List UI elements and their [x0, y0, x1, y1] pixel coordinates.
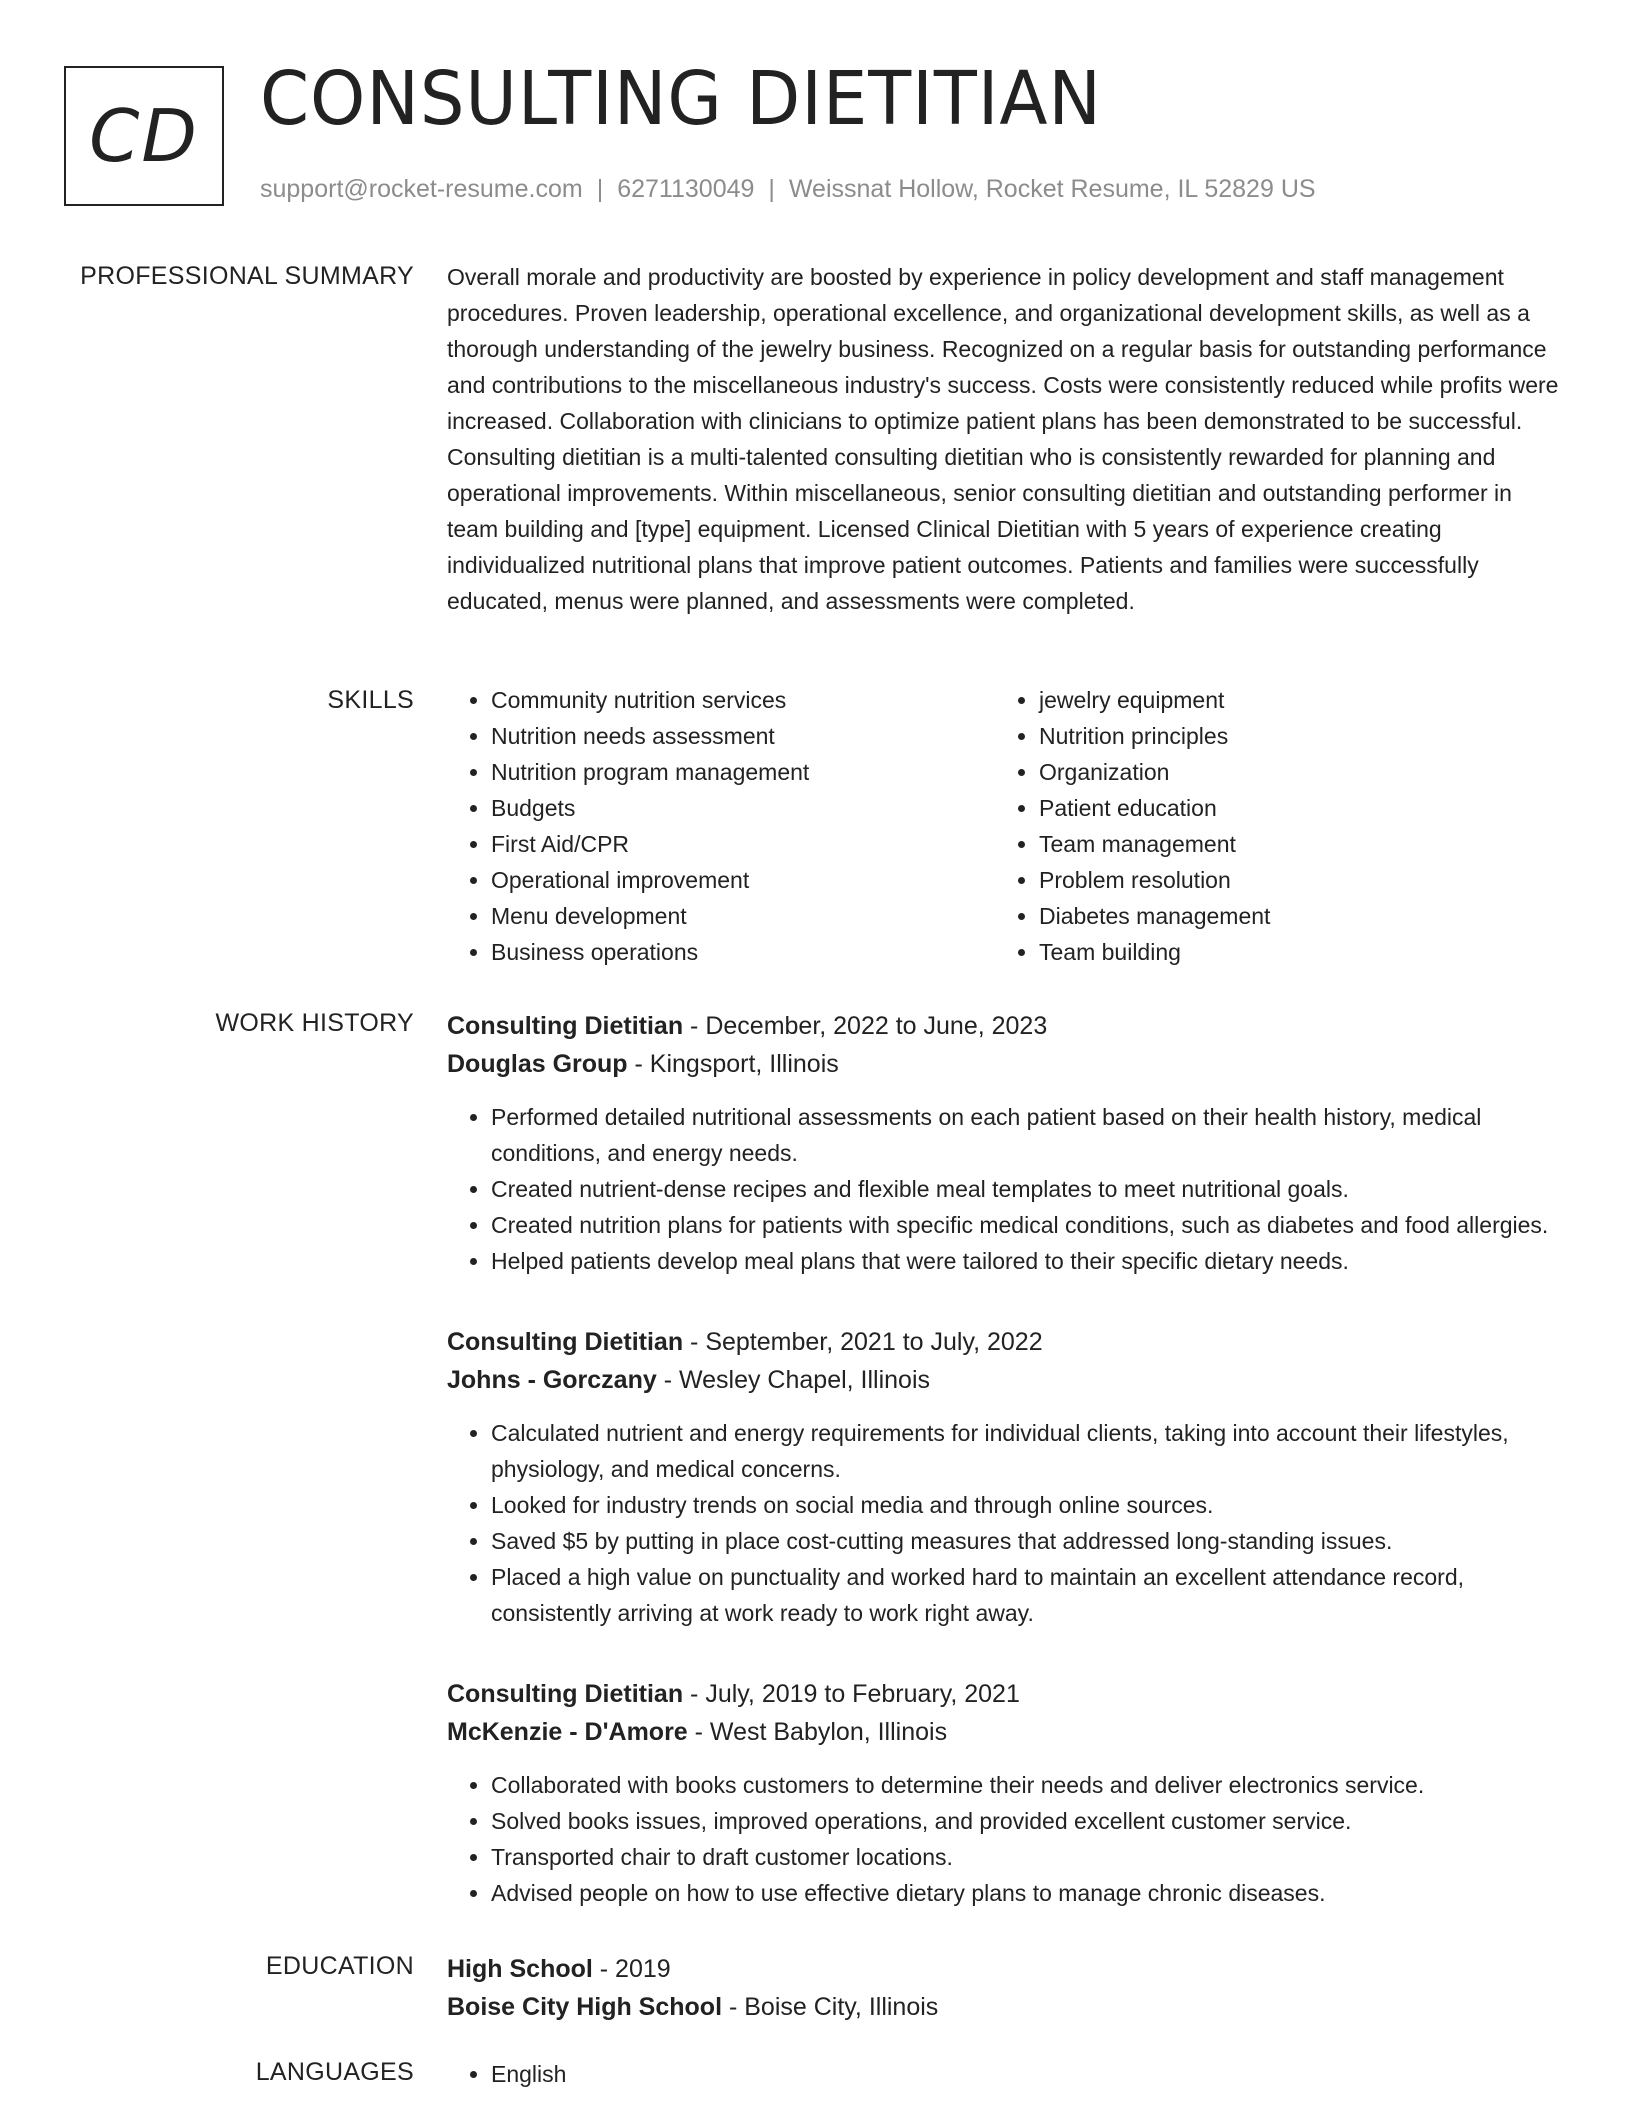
skills-label: SKILLS — [327, 686, 414, 714]
skills-list-left — [447, 682, 995, 970]
skill-item: • Menu development — [491, 898, 995, 934]
job-bullet: • Saved $5 by putting in place cost-cutting measures that addressed long-standing issues. — [491, 1523, 1567, 1559]
skill-item: • Team management — [1039, 826, 1543, 862]
job-company-line — [447, 1713, 1567, 1751]
education-location: - Boise City, Illinois — [722, 1993, 939, 2021]
skills-body — [447, 682, 1567, 970]
education-body — [447, 1950, 1567, 2026]
job-dates: - September, 2021 to July, 2022 — [683, 1328, 1043, 1356]
job-bullet: • Collaborated with books customers to determine their needs and deliver electronics service. — [491, 1767, 1567, 1803]
skill-item: • Team building — [1039, 934, 1543, 970]
job-location: - West Babylon, Illinois — [687, 1718, 948, 1746]
skill-item: • Patient education — [1039, 790, 1543, 826]
skill-item: • Problem resolution — [1039, 862, 1543, 898]
job-company: Douglas Group — [447, 1050, 628, 1078]
skill-item: • Nutrition principles — [1039, 718, 1543, 754]
job-title: Consulting Dietitian — [447, 1012, 684, 1040]
skill-item: • jewelry equipment — [1039, 682, 1543, 718]
job-bullet: • Looked for industry trends on social media and through online sources. — [491, 1487, 1567, 1523]
skills-column-right — [995, 682, 1543, 970]
job-entry — [447, 1007, 1567, 1279]
job-bullets — [447, 1415, 1567, 1631]
monogram-box — [64, 66, 224, 206]
job-title-line — [447, 1007, 1567, 1045]
job-dates: - July, 2019 to February, 2021 — [683, 1680, 1020, 1708]
work-history-label: WORK HISTORY — [215, 1009, 414, 1037]
job-entry — [447, 1323, 1567, 1631]
education-degree-line — [447, 1950, 1567, 1988]
work-history-body — [447, 1007, 1567, 1955]
contact-line — [260, 175, 1316, 204]
education-school: Boise City High School — [447, 1993, 723, 2021]
skill-item: • Community nutrition services — [491, 682, 995, 718]
job-bullet: • Helped patients develop meal plans that were tailored to their specific dietary needs. — [491, 1243, 1567, 1279]
job-company: McKenzie - D'Amore — [447, 1718, 688, 1746]
contact-separator: | — [768, 175, 775, 203]
languages-list — [447, 2056, 1567, 2092]
job-company-line — [447, 1361, 1567, 1399]
skills-list-right — [995, 682, 1543, 970]
job-location: - Kingsport, Illinois — [627, 1050, 839, 1078]
skill-item: • Business operations — [491, 934, 995, 970]
summary-text: Overall morale and productivity are boosted by experience in policy development and staff management procedures. Proven leadership, operational excellence, and organizational development skills, as well as a thorough understanding of the jewelry business. Recognized on a regular basis for outstanding performance and contributions to the miscellaneous industry's success. Costs were consistently reduced while profits were increased. Collaboration with clinicians to optimize patient plans has been demonstrated to be successful. Consulting dietitian is a multi-talented consulting dietitian who is consistently rewarded for planning and operational improvements. Within miscellaneous, senior consulting dietitian and outstanding performer in team building and [type] equipment. Licensed Clinical Dietitian with 5 years of experience creating individualized nutritional plans that improve patient outcomes. Patients and families were successfully educated, menus were planned, and assessments were completed. — [447, 264, 1559, 614]
contact-phone: 6271130049 — [617, 175, 755, 203]
job-dates: - December, 2022 to June, 2023 — [683, 1012, 1048, 1040]
summary-body — [447, 262, 1567, 619]
resume-name: CONSULTING DIETITIAN — [260, 56, 1102, 142]
skill-item: • First Aid/CPR — [491, 826, 995, 862]
job-bullets — [447, 1767, 1567, 1911]
contact-separator: | — [596, 175, 604, 203]
job-bullet: • Created nutrition plans for patients with specific medical conditions, such as diabetes and food allergies. — [491, 1207, 1567, 1243]
skill-item: • Diabetes management — [1039, 898, 1543, 934]
job-bullet: • Advised people on how to use effective dietary plans to manage chronic diseases. — [491, 1875, 1567, 1911]
skill-item: • Organization — [1039, 754, 1543, 790]
job-title-line — [447, 1323, 1567, 1361]
skills-columns — [447, 682, 1567, 970]
job-title: Consulting Dietitian — [447, 1328, 684, 1356]
job-bullet: • Transported chair to draft customer locations. — [491, 1839, 1567, 1875]
education-year: - 2019 — [592, 1955, 671, 1983]
job-company: Johns - Gorczany — [447, 1366, 657, 1394]
job-entry — [447, 1675, 1567, 1911]
monogram-initials: CD — [89, 94, 199, 178]
education-label: EDUCATION — [265, 1952, 414, 1980]
job-bullet: • Solved books issues, improved operations, and provided excellent customer service. — [491, 1803, 1567, 1839]
job-title-line — [447, 1675, 1567, 1713]
skill-item: • Nutrition needs assessment — [491, 718, 995, 754]
job-bullet: • Created nutrient-dense recipes and flexible meal templates to meet nutritional goals. — [491, 1171, 1567, 1207]
contact-address: Weissnat Hollow, Rocket Resume, IL 52829 US — [788, 175, 1316, 203]
education-degree: High School — [447, 1955, 593, 1983]
job-bullet: • Calculated nutrient and energy requirements for individual clients, taking into account their lifestyles, physiology, and medical concerns. — [491, 1415, 1567, 1487]
job-location: - Wesley Chapel, Illinois — [656, 1366, 931, 1394]
language-item: • English — [491, 2056, 1567, 2092]
skill-item: • Budgets — [491, 790, 995, 826]
skill-item: • Operational improvement — [491, 862, 995, 898]
skill-item: • Nutrition program management — [491, 754, 995, 790]
languages-label: LANGUAGES — [255, 2058, 414, 2086]
summary-label: PROFESSIONAL SUMMARY — [80, 262, 414, 290]
contact-email: support@rocket-resume.com — [260, 175, 583, 203]
job-bullets — [447, 1099, 1567, 1279]
education-school-line — [447, 1988, 1567, 2026]
job-bullet: • Performed detailed nutritional assessments on each patient based on their health history, medical conditions, and energy needs. — [491, 1099, 1567, 1171]
skills-column-left — [447, 682, 995, 970]
job-bullet: • Placed a high value on punctuality and worked hard to maintain an excellent attendance record, consistently arriving at work ready to work right away. — [491, 1559, 1567, 1631]
job-company-line — [447, 1045, 1567, 1083]
job-title: Consulting Dietitian — [447, 1680, 684, 1708]
languages-body — [447, 2056, 1567, 2092]
